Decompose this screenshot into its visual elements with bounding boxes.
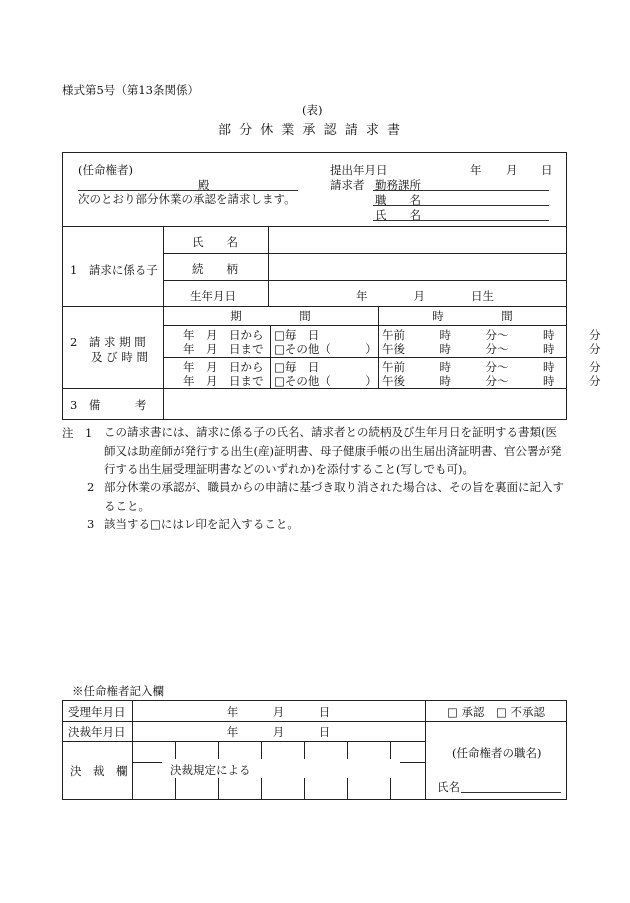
divider [268,226,269,306]
authority-name-label: 氏名 [437,780,460,794]
divider [175,778,176,800]
note-number: 2 [87,480,95,494]
time-pm: 午後 時 分～ 時 分 [382,342,601,356]
submit-date-label: 提出年月日 [330,163,388,177]
option-other[interactable]: □その他（ ） [274,374,377,388]
divider [62,388,567,389]
divider [163,253,567,254]
period-header: 期 間 [230,309,311,323]
divider [390,778,391,800]
decision-date-label: 決裁年月日 [68,725,126,739]
child-section-label: 1 請求に係る子 [70,263,158,277]
divider [62,306,567,307]
divider [175,741,176,759]
page-title: 部 分 休 業 承 認 請 求 書 [218,123,403,138]
decision-column-label: 決 裁 欄 [70,764,128,778]
honorific: 殿 [198,178,210,192]
divider [261,741,262,759]
divider [62,741,425,742]
divider [163,357,567,358]
divider [304,778,305,800]
name-label: 氏 名 [375,208,421,222]
time-am: 午前 時 分～ 時 分 [382,328,601,342]
front-label: (表) [302,103,323,117]
divider [218,741,219,759]
approval-options[interactable]: □ 承認 □ 不承認 [447,705,546,719]
authority-name-line[interactable] [461,792,561,793]
divider [347,778,348,800]
position-label: 職 名 [375,193,421,207]
time-pm: 午後 時 分～ 時 分 [382,374,601,388]
name-line[interactable] [373,220,549,221]
divider [347,741,348,759]
request-sentence: 次のとおり部分休業の承認を請求します。 [78,192,296,206]
child-birth-label: 生年月日 [190,289,236,303]
remarks-label: 3 備 考 [70,398,147,412]
submit-year: 年 [470,163,482,177]
authority-section-heading: ※任命権者記入欄 [72,684,164,698]
divider [304,741,305,759]
dept-label: 勤務課所 [375,178,421,192]
note-text: この請求書には、請求に係る子の氏名、請求者との続柄及び生年月日を証明する書類(医師又は助産師が発行する出生(産)証明書、母子健康手帳の出生届出済証明書、官公署が発行する出生届受理証明書などのいずれか)を添付すること(写しでも可)。 [104,425,562,476]
date-from: 年 月 日から [183,360,264,374]
date-to: 年 月 日まで [183,342,264,356]
date-from: 年 月 日から [183,328,264,342]
divider [261,778,262,800]
note-text: 該当する□にはレ印を記入すること。 [104,517,299,531]
divider [163,325,567,326]
divider [400,762,425,763]
time-am: 午前 時 分～ 時 分 [382,360,601,374]
time-header: 時 間 [432,309,513,323]
option-other[interactable]: □その他（ ） [274,342,377,356]
child-name-label: 氏 名 [192,235,238,249]
child-relation-label: 続 柄 [192,262,238,276]
note-number: 3 [87,517,95,531]
divider [132,762,162,763]
child-birth-value: 年 月 日生 [356,289,494,303]
authority-label: (任命権者) [78,163,133,177]
divider [163,280,567,281]
date-to: 年 月 日まで [183,374,264,388]
dept-line[interactable] [373,190,549,191]
per-rules-label: 決裁規定による [170,763,251,777]
divider [62,226,567,227]
divider [218,778,219,800]
divider [270,325,271,388]
option-daily[interactable]: □毎 日 [274,328,320,342]
divider [425,700,426,800]
received-date-label: 受理年月日 [68,705,126,719]
period-section-label: 2 請 求 期 間 [70,335,146,349]
divider [378,306,379,388]
note-text: 部分休業の承認が、職員からの申請に基づき取り消された場合は、その旨を裏面に記入すること。 [104,480,564,513]
option-daily[interactable]: □毎 日 [274,360,320,374]
divider [390,741,391,759]
submit-day: 日 [541,163,553,177]
position-line[interactable] [373,205,549,206]
form-number: 様式第5号（第13条関係） [62,83,199,97]
divider [62,721,567,722]
submit-month: 月 [506,163,518,177]
period-section-label-2: 及 び 時 間 [91,350,148,364]
decision-date-value: 年 月 日 [226,725,331,739]
note-number: 注 1 [62,426,93,440]
requester-label: 請求者 [330,178,365,192]
received-date-value: 年 月 日 [226,705,331,719]
authority-title-label: (任命権者の職名) [452,746,542,760]
